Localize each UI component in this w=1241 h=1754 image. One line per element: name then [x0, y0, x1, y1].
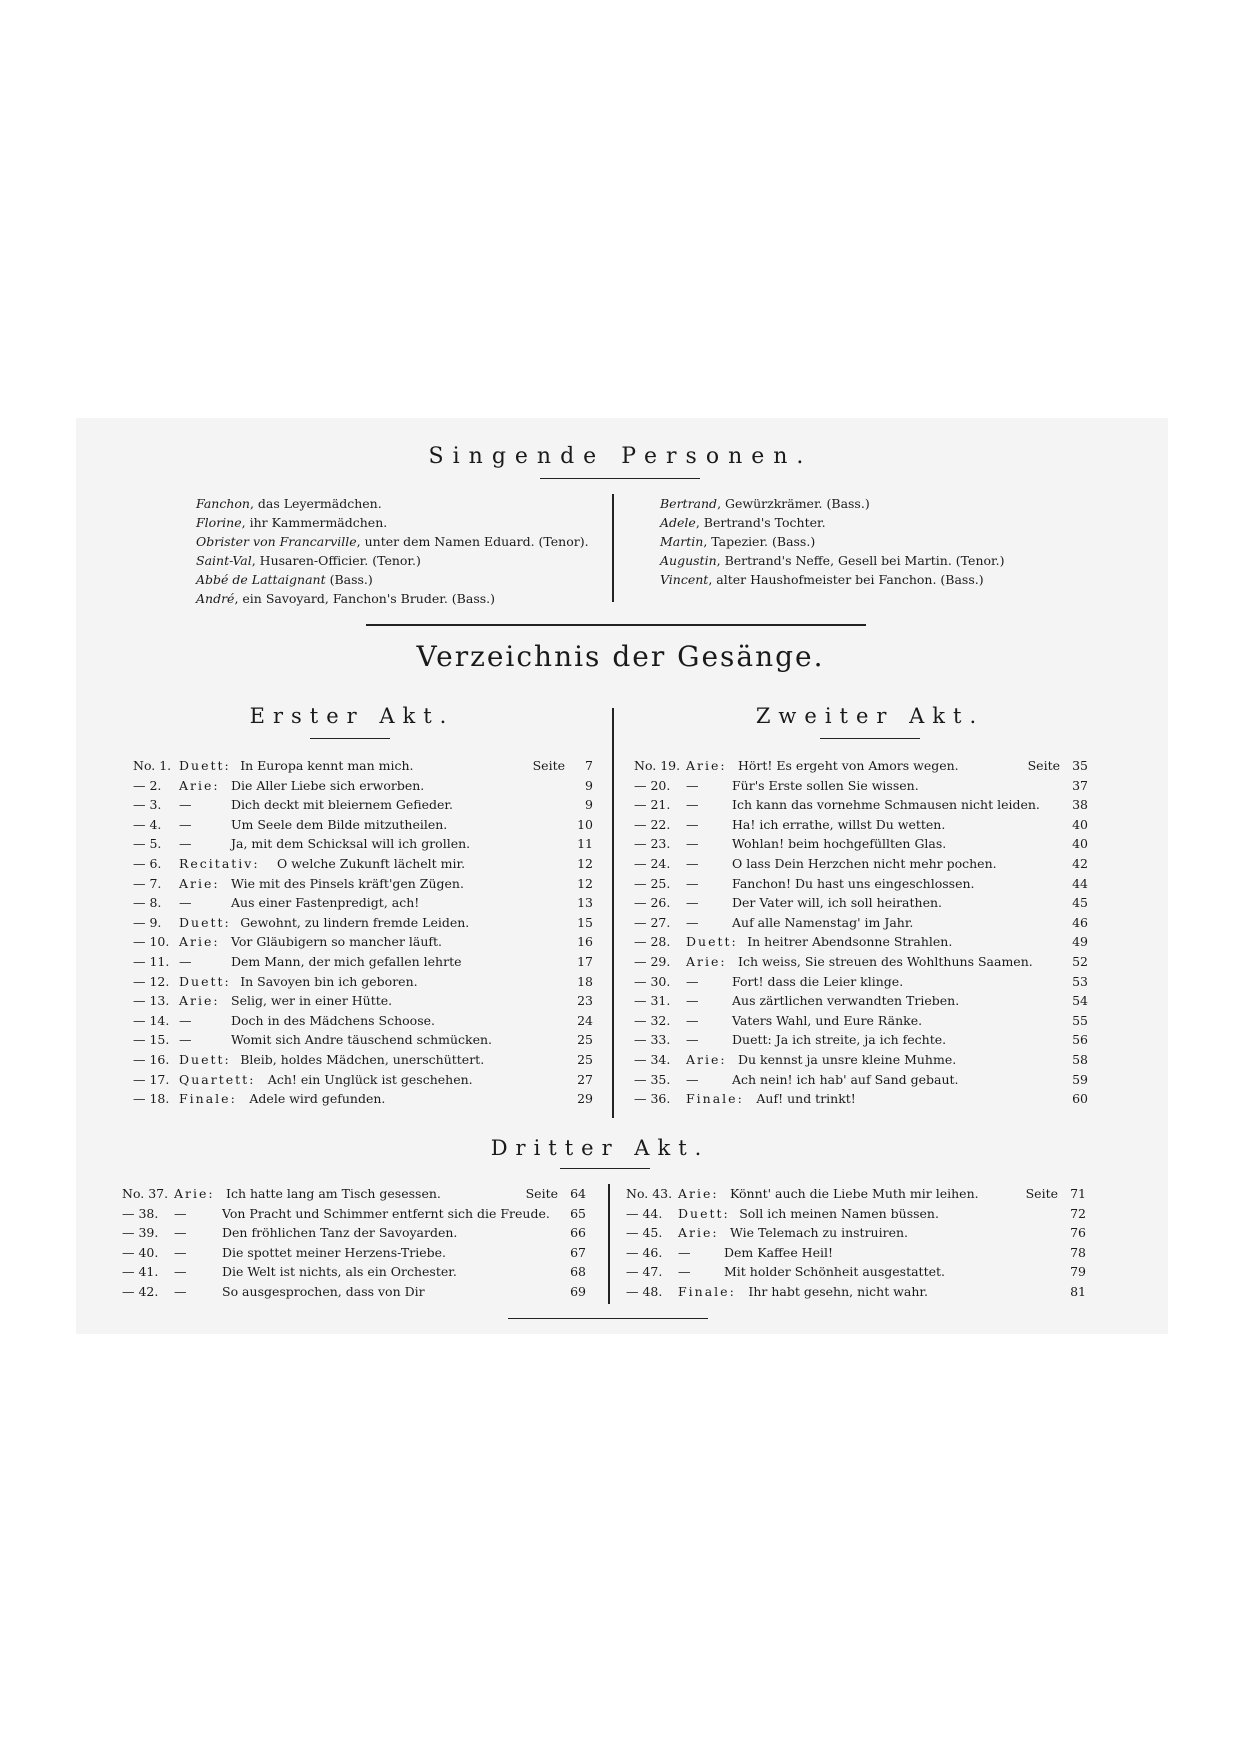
song-entry: [133, 1050, 593, 1069]
person-entry: [660, 551, 1004, 570]
person-entry: [196, 532, 589, 551]
page-number: 9: [585, 777, 593, 793]
act-1-underline: [310, 738, 390, 739]
song-type: —: [686, 816, 701, 832]
page-number: 12: [577, 875, 593, 891]
song-type: Duett:: [179, 914, 231, 930]
song-number: — 31.: [634, 993, 671, 1009]
person-description: , Bertrand's Neffe, Gesell bei Martin. (Tenor.): [716, 553, 1005, 568]
song-number: — 45.: [626, 1225, 663, 1241]
song-title: Die Aller Liebe sich erworben.: [231, 777, 425, 793]
song-title: Um Seele dem Bilde mitzutheilen.: [231, 816, 448, 832]
song-entry: [634, 815, 1088, 834]
song-type: —: [174, 1225, 189, 1241]
song-entry: [133, 1089, 593, 1108]
song-number: — 15.: [133, 1032, 170, 1048]
page-number: 24: [577, 1012, 593, 1028]
page-number: 72: [1070, 1205, 1086, 1221]
song-entry: [634, 1011, 1088, 1030]
person-description: , Gewürzkrämer. (Bass.): [717, 496, 870, 511]
song-type: Arie:: [179, 875, 220, 891]
song-entry: [626, 1223, 1086, 1242]
song-type: —: [179, 797, 194, 813]
page-number: 25: [577, 1052, 593, 1067]
song-title: Selig, wer in einer Hütte.: [231, 993, 393, 1009]
song-title: Duett: Ja ich streite, ja ich fechte.: [732, 1032, 947, 1048]
song-number: — 23.: [634, 836, 671, 852]
person-name: Bertrand: [660, 496, 718, 511]
song-entry: [634, 854, 1088, 873]
song-number: — 39.: [122, 1225, 159, 1241]
page-number: 10: [577, 816, 593, 832]
song-number: — 10.: [133, 934, 170, 950]
song-title: Hört! Es ergeht von Amors wegen.: [738, 758, 959, 773]
song-type: —: [686, 914, 701, 930]
song-entry: [133, 913, 593, 932]
song-type: —: [174, 1244, 189, 1260]
person-entry: [660, 513, 1004, 532]
person-name: Martin: [660, 534, 704, 549]
song-type: Duett:: [179, 758, 231, 773]
person-description: (Bass.): [325, 572, 373, 587]
page-number: 53: [1072, 973, 1088, 989]
bottom-rule: [508, 1318, 708, 1319]
song-number: — 38.: [122, 1205, 159, 1221]
page-number: 9: [585, 797, 593, 813]
song-title: Adele wird gefunden.: [249, 1091, 386, 1107]
song-number: — 22.: [634, 816, 671, 832]
song-title: Aus einer Fastenpredigt, ach!: [231, 895, 420, 911]
song-type: Arie:: [686, 1052, 727, 1067]
song-entry: [634, 834, 1088, 853]
song-entry: [626, 1184, 1086, 1203]
song-type: —: [686, 1071, 701, 1087]
person-description: , unter dem Namen Eduard. (Tenor).: [356, 534, 589, 549]
page-number: 64: [570, 1186, 586, 1201]
song-entry: [634, 795, 1088, 814]
page-number: 71: [1070, 1186, 1086, 1201]
page-number: 60: [1072, 1091, 1088, 1107]
page-number: 37: [1072, 777, 1088, 793]
person-entry: [196, 589, 589, 608]
song-title: Auf alle Namenstag' im Jahr.: [732, 914, 914, 930]
person-description: , Tapezier. (Bass.): [703, 534, 816, 549]
song-type: Finale:: [686, 1091, 744, 1107]
song-entry: [133, 952, 593, 971]
song-title: Die Welt ist nichts, als ein Orchester.: [222, 1264, 457, 1280]
song-entry: [133, 834, 593, 853]
song-type: Finale:: [678, 1284, 736, 1299]
person-description: , ein Savoyard, Fanchon's Bruder. (Bass.): [234, 591, 495, 606]
song-number: — 29.: [634, 954, 671, 969]
song-entry: [634, 1030, 1088, 1049]
person-description: , das Leyermädchen.: [249, 496, 382, 511]
song-type: Duett:: [179, 1052, 231, 1067]
persons-title: Singende Personen.: [428, 444, 813, 469]
song-entry: [133, 1030, 593, 1049]
person-entry: [196, 494, 589, 513]
page-number: 35: [1072, 758, 1088, 773]
person-entry: [196, 551, 589, 570]
song-number: No. 1.: [133, 758, 172, 773]
song-entry: [133, 1011, 593, 1030]
song-type: —: [686, 1032, 701, 1048]
seite-label: Seite: [1025, 1186, 1058, 1201]
page-number: 46: [1072, 914, 1088, 930]
page-number: 25: [577, 1032, 593, 1048]
person-name: Adele: [660, 515, 696, 530]
song-number: — 6.: [133, 856, 162, 871]
song-entry: [634, 756, 1088, 775]
song-title: Ja, mit dem Schicksal will ich grollen.: [231, 836, 471, 852]
page-number: 40: [1072, 816, 1088, 832]
act-3-divider: [608, 1184, 610, 1304]
page-number: 52: [1072, 954, 1088, 969]
song-type: —: [686, 856, 701, 871]
song-type: Quartett:: [179, 1071, 256, 1087]
seite-label: Seite: [525, 1186, 558, 1201]
act-3-underline: [560, 1168, 650, 1169]
page-number: 18: [577, 973, 593, 989]
song-entry: [634, 1050, 1088, 1069]
song-title: Der Vater will, ich soll heirathen.: [732, 895, 943, 911]
page-number: 15: [577, 914, 593, 930]
person-description: , alter Haushofmeister bei Fanchon. (Bass.): [708, 572, 984, 587]
song-type: —: [686, 973, 701, 989]
song-title: Wohlan! beim hochgefüllten Glas.: [732, 836, 947, 852]
song-number: — 26.: [634, 895, 671, 911]
song-number: — 11.: [133, 954, 170, 969]
song-title: In heitrer Abendsonne Strahlen.: [747, 934, 953, 950]
song-type: Finale:: [179, 1091, 237, 1107]
song-type: Arie:: [686, 758, 727, 773]
song-number: — 16.: [133, 1052, 170, 1067]
song-entry: [634, 1070, 1088, 1089]
song-title: O lass Dein Herzchen nicht mehr pochen.: [732, 856, 997, 871]
song-type: —: [686, 1012, 701, 1028]
page-number: 44: [1072, 875, 1088, 891]
song-title: Womit sich Andre täuschend schmücken.: [231, 1032, 493, 1048]
song-type: —: [174, 1205, 189, 1221]
song-number: — 35.: [634, 1071, 671, 1087]
song-type: —: [179, 954, 194, 969]
person-name: André: [196, 591, 235, 606]
song-type: —: [686, 797, 701, 813]
song-title: O welche Zukunft lächelt mir.: [277, 856, 466, 871]
section-rule: [366, 624, 866, 626]
song-entry: [626, 1262, 1086, 1281]
song-number: — 3.: [133, 797, 162, 813]
person-description: , ihr Kammermädchen.: [241, 515, 388, 530]
song-number: — 24.: [634, 856, 671, 871]
page-number: 66: [570, 1225, 586, 1241]
page-number: 78: [1070, 1244, 1086, 1260]
song-entry: [133, 991, 593, 1010]
song-type: Duett:: [678, 1205, 730, 1221]
index-title: Verzeichnis der Gesänge.: [416, 640, 825, 673]
song-number: — 17.: [133, 1071, 170, 1087]
song-type: —: [174, 1264, 189, 1280]
song-entry: [133, 776, 593, 795]
song-title: Ach! ein Unglück ist geschehen.: [267, 1071, 473, 1087]
person-name: Vincent: [660, 572, 709, 587]
page-number: 79: [1070, 1264, 1086, 1280]
song-number: — 21.: [634, 797, 671, 813]
page-number: 68: [570, 1264, 586, 1280]
song-number: — 7.: [133, 875, 162, 891]
song-entry: [122, 1184, 586, 1203]
song-title: Vor Gläubigern so mancher läuft.: [231, 934, 443, 950]
song-entry: [133, 893, 593, 912]
song-number: — 9.: [133, 914, 162, 930]
person-entry: [660, 532, 1004, 551]
song-number: — 42.: [122, 1284, 159, 1299]
page-number: 42: [1072, 856, 1088, 871]
song-type: Arie:: [686, 954, 727, 969]
song-number: — 4.: [133, 816, 162, 832]
song-type: —: [686, 993, 701, 1009]
song-number: — 41.: [122, 1264, 159, 1280]
song-entry: [122, 1262, 586, 1281]
song-title: Wie Telemach zu instruiren.: [730, 1225, 909, 1241]
song-title: Soll ich meinen Namen büssen.: [739, 1205, 939, 1221]
song-entry: [122, 1223, 586, 1242]
song-entry: [133, 795, 593, 814]
song-number: — 48.: [626, 1284, 663, 1299]
song-number: — 8.: [133, 895, 162, 911]
song-type: —: [678, 1264, 693, 1280]
person-description: , Bertrand's Tochter.: [695, 515, 826, 530]
person-name: Abbé de Lattaignant: [196, 572, 326, 587]
song-number: — 2.: [133, 777, 162, 793]
song-number: — 47.: [626, 1264, 663, 1280]
song-type: Recitativ:: [179, 856, 260, 871]
page-number: 49: [1072, 934, 1088, 950]
song-number: — 28.: [634, 934, 671, 950]
song-title: Du kennst ja unsre kleine Muhme.: [738, 1052, 957, 1067]
page-number: 59: [1072, 1071, 1088, 1087]
person-entry: [196, 570, 589, 589]
acts-divider: [612, 708, 614, 1118]
song-type: —: [174, 1284, 189, 1299]
act-1-title: Erster Akt.: [249, 704, 455, 728]
act-3-title: Dritter Akt.: [490, 1136, 710, 1160]
song-entry: [634, 874, 1088, 893]
song-number: — 36.: [634, 1091, 671, 1107]
page-number: 38: [1072, 797, 1088, 813]
song-title: Von Pracht und Schimmer entfernt sich die Freude.: [222, 1205, 550, 1221]
person-name: Fanchon: [196, 496, 250, 511]
song-entry: [634, 1089, 1088, 1108]
song-number: — 13.: [133, 993, 170, 1009]
song-title: Dich deckt mit bleiernem Gefieder.: [231, 797, 453, 813]
song-entry: [133, 972, 593, 991]
song-title: Wie mit des Pinsels kräft'gen Zügen.: [231, 875, 464, 891]
persons-list-right: [660, 494, 1004, 589]
song-title: Die spottet meiner Herzens-Triebe.: [222, 1244, 446, 1260]
song-title: Doch in des Mädchens Schoose.: [231, 1012, 435, 1028]
song-title: Könnt' auch die Liebe Muth mir leihen.: [730, 1186, 979, 1201]
song-entry: [634, 991, 1088, 1010]
seite-label: Seite: [532, 758, 565, 773]
song-type: Arie:: [678, 1186, 719, 1201]
song-entry: [634, 913, 1088, 932]
song-title: In Europa kennt man mich.: [240, 758, 414, 773]
page-number: 16: [577, 934, 593, 950]
song-number: — 25.: [634, 875, 671, 891]
page-number: 67: [570, 1244, 586, 1260]
song-entry: [634, 972, 1088, 991]
song-type: —: [179, 895, 194, 911]
song-type: Arie:: [179, 993, 220, 1009]
song-number: — 33.: [634, 1032, 671, 1048]
page-number: 27: [577, 1071, 593, 1087]
page-number: 54: [1072, 993, 1088, 1009]
song-entry: [634, 893, 1088, 912]
song-title: Fort! dass die Leier klinge.: [732, 973, 904, 989]
song-entry: [626, 1204, 1086, 1223]
song-title: Fanchon! Du hast uns eingeschlossen.: [732, 875, 975, 891]
song-type: —: [686, 895, 701, 911]
page-number: 23: [577, 993, 593, 1009]
song-title: Ich kann das vornehme Schmausen nicht leiden.: [732, 797, 1040, 813]
song-entry: [122, 1243, 586, 1262]
song-title: Dem Mann, der mich gefallen lehrte: [231, 954, 462, 969]
song-type: —: [179, 1032, 194, 1048]
song-title: Den fröhlichen Tanz der Savoyarden.: [222, 1225, 458, 1241]
song-number: — 32.: [634, 1012, 671, 1028]
song-number: — 40.: [122, 1244, 159, 1260]
page-number: 65: [570, 1205, 586, 1221]
page-number: 81: [1070, 1284, 1086, 1299]
song-number: — 27.: [634, 914, 671, 930]
page-number: 17: [577, 954, 593, 969]
song-entry: [133, 1070, 593, 1089]
person-entry: [196, 513, 589, 532]
person-name: Florine: [196, 515, 242, 530]
song-title: Aus zärtlichen verwandten Trieben.: [732, 993, 960, 1009]
song-type: —: [179, 816, 194, 832]
song-title: Ihr habt gesehn, nicht wahr.: [748, 1284, 928, 1299]
seite-label: Seite: [1027, 758, 1060, 773]
song-type: Arie:: [678, 1225, 719, 1241]
act-2-title: Zweiter Akt.: [755, 704, 985, 728]
song-entry: [133, 932, 593, 951]
song-type: Duett:: [686, 934, 738, 950]
song-title: So ausgesprochen, dass von Dir: [222, 1284, 425, 1299]
song-title: Ich hatte lang am Tisch gesessen.: [226, 1186, 441, 1201]
song-entry: [133, 815, 593, 834]
song-entry: [133, 756, 593, 775]
page-number: 58: [1072, 1052, 1088, 1067]
song-type: —: [179, 836, 194, 852]
page-number: 29: [577, 1091, 593, 1107]
persons-divider: [612, 494, 614, 602]
page-number: 11: [577, 836, 593, 852]
person-name: Obrister von Francarville: [196, 534, 357, 549]
song-number: — 30.: [634, 973, 671, 989]
title-underline: [540, 478, 700, 479]
song-type: —: [179, 1012, 194, 1028]
page-number: 55: [1072, 1012, 1088, 1028]
song-entry: [626, 1282, 1086, 1301]
page-number: 56: [1072, 1032, 1088, 1048]
song-entry: [122, 1204, 586, 1223]
song-number: No. 43.: [626, 1186, 673, 1201]
song-entry: [133, 874, 593, 893]
song-title: Ich weiss, Sie streuen des Wohlthuns Saamen.: [738, 954, 1033, 969]
song-type: Arie:: [179, 934, 220, 950]
person-name: Augustin: [660, 553, 717, 568]
page-number: 45: [1072, 895, 1088, 911]
song-title: Vaters Wahl, und Eure Ränke.: [732, 1012, 923, 1028]
song-number: — 12.: [133, 973, 170, 989]
song-entry: [634, 932, 1088, 951]
person-name: Saint-Val: [196, 553, 252, 568]
song-number: — 5.: [133, 836, 162, 852]
song-title: Mit holder Schönheit ausgestattet.: [724, 1264, 945, 1280]
song-type: —: [686, 875, 701, 891]
song-title: Dem Kaffee Heil!: [724, 1244, 834, 1260]
page-number: 40: [1072, 836, 1088, 852]
act-2-underline: [820, 738, 920, 739]
song-number: — 18.: [133, 1091, 170, 1107]
song-number: — 34.: [634, 1052, 671, 1067]
song-title: Bleib, holdes Mädchen, unerschüttert.: [240, 1052, 485, 1067]
song-type: —: [686, 777, 701, 793]
song-entry: [634, 776, 1088, 795]
song-title: Auf! und trinkt!: [756, 1091, 856, 1107]
song-type: —: [678, 1244, 693, 1260]
page-number: 12: [577, 856, 593, 871]
song-number: — 14.: [133, 1012, 170, 1028]
song-type: Arie:: [179, 777, 220, 793]
song-entry: [634, 952, 1088, 971]
page-number: 69: [570, 1284, 586, 1299]
persons-list-left: [196, 494, 589, 608]
song-number: No. 19.: [634, 758, 681, 773]
person-description: , Husaren-Officier. (Tenor.): [251, 553, 421, 568]
song-entry: [122, 1282, 586, 1301]
song-number: No. 37.: [122, 1186, 169, 1201]
song-type: Duett:: [179, 973, 231, 989]
person-entry: [660, 570, 1004, 589]
song-entry: [133, 854, 593, 873]
song-type: —: [686, 836, 701, 852]
page-number: 76: [1070, 1225, 1086, 1241]
song-type: Arie:: [174, 1186, 215, 1201]
song-title: Für's Erste sollen Sie wissen.: [732, 777, 919, 793]
song-title: Gewohnt, zu lindern fremde Leiden.: [240, 914, 470, 930]
song-number: — 20.: [634, 777, 671, 793]
page-number: 7: [585, 758, 593, 773]
song-title: Ach nein! ich hab' auf Sand gebaut.: [732, 1071, 959, 1087]
person-entry: [660, 494, 1004, 513]
page-number: 13: [577, 895, 593, 911]
song-number: — 46.: [626, 1244, 663, 1260]
song-title: Ha! ich errathe, willst Du wetten.: [732, 816, 946, 832]
song-title: In Savoyen bin ich geboren.: [240, 973, 418, 989]
song-number: — 44.: [626, 1205, 663, 1221]
song-entry: [626, 1243, 1086, 1262]
